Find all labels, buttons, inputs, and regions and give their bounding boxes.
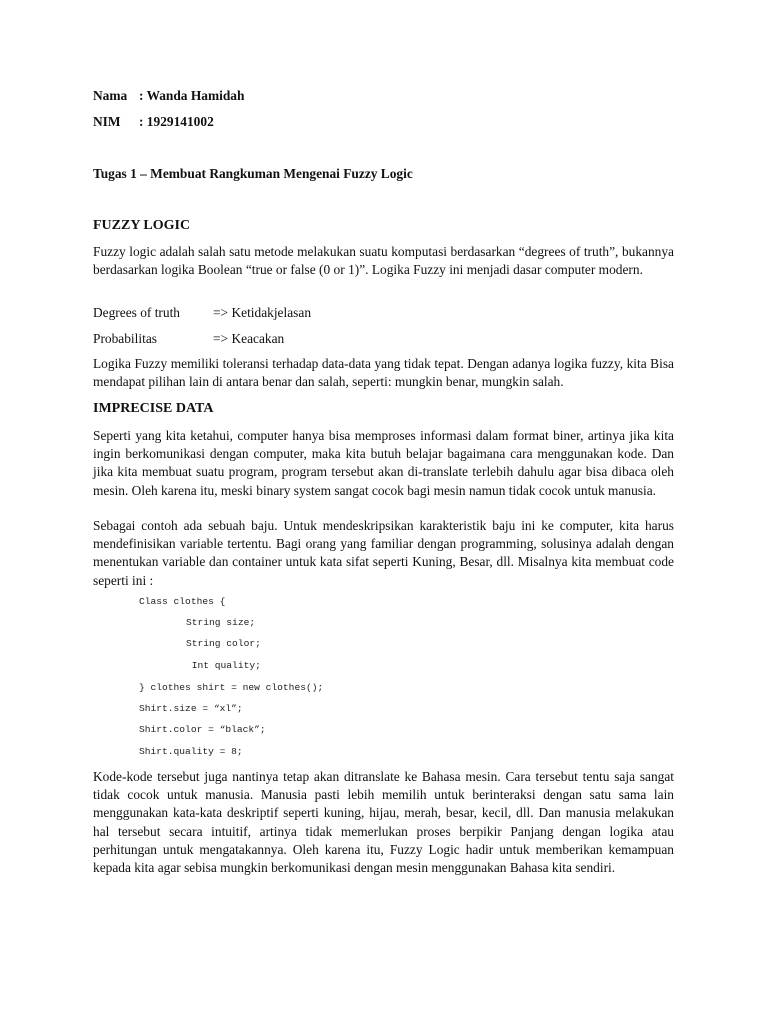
- task-title: Tugas 1 – Membuat Rangkuman Mengenai Fuzzy Logic: [93, 166, 413, 181]
- row-probabilitas-key: Probabilitas: [93, 331, 157, 346]
- row-degrees-of-truth: [93, 305, 311, 321]
- code-line: Shirt.size = “xl”;: [139, 703, 243, 714]
- paragraph-fuzzy-tolerance: Logika Fuzzy memiliki toleransi terhadap data-data yang tidak tepat. Dengan adanya logika fuzzy, kita Bisa mendapat pilihan lain di antara benar dan salah, seperti: mungkin benar, mungkin salah.: [93, 356, 674, 390]
- code-line: String color;: [186, 638, 261, 649]
- row-probabilitas-value: => Keacakan: [213, 331, 285, 346]
- row-probabilitas: [93, 331, 284, 347]
- code-line: String size;: [186, 617, 256, 628]
- code-line: Class clothes {: [139, 596, 226, 607]
- paragraph-fuzzy-intro: Fuzzy logic adalah salah satu metode melakukan suatu komputasi berdasarkan “degrees of truth”, bukannya berdasarkan logika Boolean “true or false (0 or 1)”. Logika Fuzzy ini menjadi dasar computer modern.: [93, 244, 674, 278]
- paragraph-conclusion: Kode-kode tersebut juga nantinya tetap akan ditranslate ke Bahasa mesin. Cara tersebut tentu saja sangat tidak cocok untuk manusia. Manusia pasti lebih memilih untuk berinteraksi dengan satu sama lain menggunakan kata-kata deskriptif seperti kuning, hijau, merah, besar, kecil, dll. Dan manusia melakukan hal tersebut secara intuitif, artinya tidak memerlukan proses berpikir Panjang dengan logika atau perhitungan untuk mengatakannya. Oleh karena itu, Fuzzy Logic hadir untuk memberikan kemampuan kepada kita agar sebisa mungkin berkomunikasi dengan mesin menggunakan Bahasa kita sendiri.: [93, 769, 674, 876]
- heading-fuzzy-logic: FUZZY LOGIC: [93, 218, 191, 233]
- row-degrees-key: Degrees of truth: [93, 305, 181, 320]
- nim-line: [93, 114, 214, 130]
- paragraph-example: Sebagai contoh ada sebuah baju. Untuk mendeskripsikan karakteristik baju ini ke computer, kita harus mendefinisikan variable tertentu. Bagi orang yang familiar dengan programming, solusinya adalah dengan menentukan variable dan container untuk kata sifat seperti Kuning, Besar, dll. Misalnya kita membuat code seperti ini :: [93, 518, 674, 588]
- heading-imprecise-data: IMPRECISE DATA: [93, 401, 214, 416]
- code-line: Int quality;: [186, 660, 261, 671]
- name-label: Nama: [93, 88, 128, 103]
- code-line: } clothes shirt = new clothes();: [139, 682, 324, 693]
- code-line: Shirt.quality = 8;: [139, 746, 243, 757]
- nim-value: : 1929141002: [139, 114, 214, 129]
- row-degrees-value: => Ketidakjelasan: [213, 305, 312, 320]
- name-value: : Wanda Hamidah: [139, 88, 245, 103]
- nim-label: NIM: [93, 114, 121, 129]
- paragraph-imprecise-intro: Seperti yang kita ketahui, computer hanya bisa memproses informasi dalam format biner, artinya jika kita ingin berkomunikasi dengan computer, maka kita butuh belajar bagaimana cara menggunakan kode. Dan jika kita membuat suatu program, program tersebut akan di-translate terlebih dahulu agar bisa dibaca oleh mesin. Oleh karena itu, meski binary system sangat cocok bagi mesin namun tidak cocok untuk manusia.: [93, 428, 674, 498]
- name-line: [93, 88, 244, 104]
- code-line: Shirt.color = “black”;: [139, 724, 266, 735]
